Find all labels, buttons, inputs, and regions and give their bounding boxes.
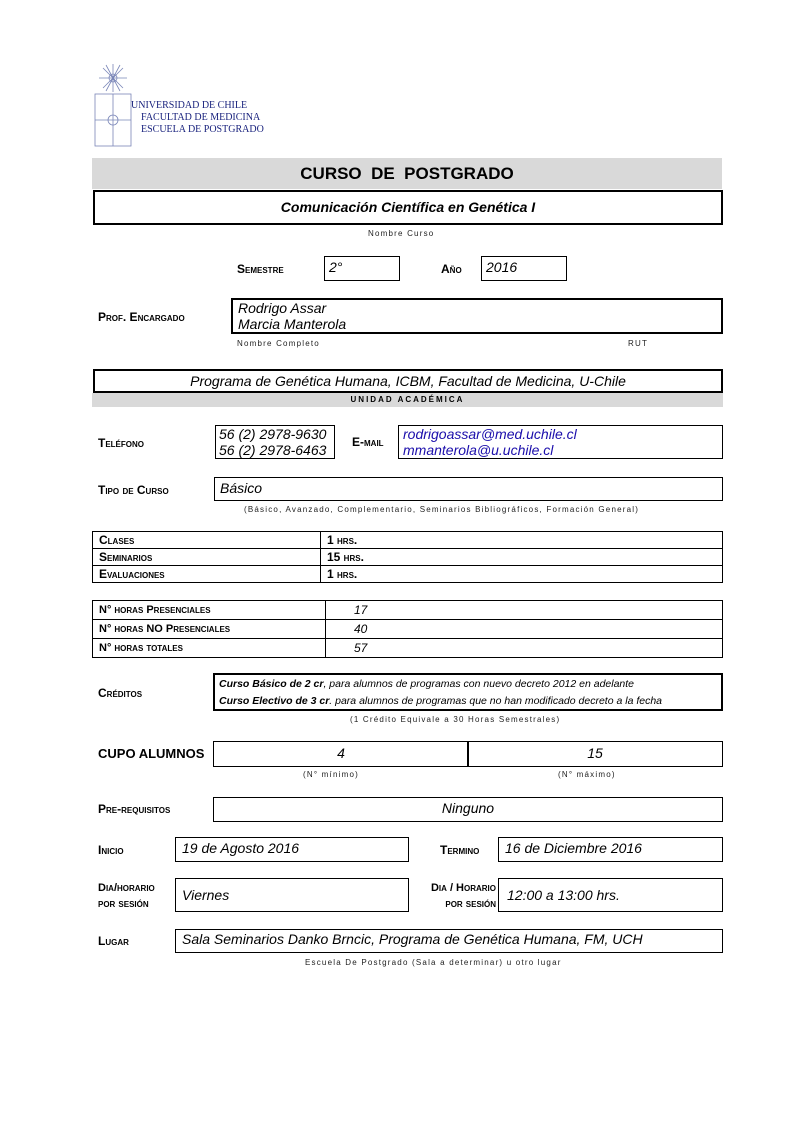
time-field[interactable]: 12:00 a 13:00 hrs. [498, 878, 723, 912]
totals-label: N° horas NO Presenciales [93, 620, 326, 639]
hours-value[interactable]: 15 hrs. [321, 549, 723, 566]
time-label-1: Dia / Horario [430, 882, 496, 894]
credits-elective-text: . para alumnos de programas que no han modificado decreto a la fecha [329, 695, 663, 707]
professor-name-1: Rodrigo Assar [238, 300, 327, 316]
year-field[interactable]: 2016 [481, 256, 567, 281]
course-name-hint: Nombre Curso [368, 229, 435, 238]
totals-value[interactable]: 57 [326, 639, 723, 658]
semester-label: Semestre [237, 262, 284, 276]
credits-basic-text: , para alumnos de programas con nuevo decreto 2012 en adelante [323, 678, 635, 690]
professor-name-hint: Nombre Completo [237, 339, 320, 348]
totals-value[interactable]: 40 [326, 620, 723, 639]
semester-field[interactable]: 2° [324, 256, 400, 281]
time-label-2: por sesión [445, 898, 496, 910]
rut-hint: RUT [628, 339, 649, 348]
day-label [98, 880, 155, 912]
professor-field[interactable] [231, 298, 723, 334]
quota-label: CUPO ALUMNOS [98, 746, 205, 761]
start-label: Inicio [98, 843, 124, 857]
quota-min-field[interactable]: 4 [213, 741, 469, 767]
day-field[interactable]: Viernes [175, 878, 409, 912]
academic-unit-label: UNIDAD ACADÉMICA [92, 393, 723, 407]
table-row [93, 566, 723, 583]
totals-label: N° horas totales [93, 639, 326, 658]
hours-label: Seminarios [93, 549, 321, 566]
day-label-1: Dia/horario [98, 882, 155, 894]
start-field[interactable]: 19 de Agosto 2016 [175, 837, 409, 862]
table-row [93, 639, 723, 658]
prereq-label: Pre-requisitos [98, 802, 171, 816]
professor-label: Prof. Encargado [98, 310, 185, 324]
professor-name-2: Marcia Manterola [238, 316, 347, 332]
day-label-2: por sesión [98, 898, 149, 910]
institution-line-3: ESCUELA DE POSTGRADO [141, 124, 264, 135]
time-label [414, 880, 496, 912]
table-row [93, 601, 723, 620]
totals-label: N° horas Presenciales [93, 601, 326, 620]
prereq-field[interactable]: Ninguno [213, 797, 723, 822]
end-label: Termino [440, 843, 480, 857]
credits-basic-bold: Curso Básico de 2 cr [219, 678, 324, 690]
quota-max-field[interactable]: 15 [467, 741, 723, 767]
email-link-2[interactable]: mmanterola@u.uchile.cl [403, 442, 554, 458]
hours-label: Clases [93, 532, 321, 549]
email-field[interactable] [398, 425, 723, 459]
course-type-label: Tipo de Curso [98, 483, 169, 497]
quota-min-hint: (N° mínimo) [303, 770, 359, 779]
email-label: E-mail [352, 435, 384, 449]
table-row [93, 549, 723, 566]
phone-field[interactable] [215, 425, 335, 459]
end-field[interactable]: 16 de Diciembre 2016 [498, 837, 723, 862]
page-title: CURSO DE POSTGRADO [92, 158, 722, 189]
institution-line-1: UNIVERSIDAD DE CHILE [131, 100, 248, 111]
table-row [93, 532, 723, 549]
hours-totals-table [92, 600, 723, 658]
quota-max-hint: (N° máximo) [558, 770, 616, 779]
phone-1: 56 (2) 2978-9630 [219, 426, 327, 442]
place-hint: Escuela De Postgrado (Sala a determinar) u otro lugar [305, 958, 562, 967]
hours-value[interactable]: 1 hrs. [321, 532, 723, 549]
hours-value[interactable]: 1 hrs. [321, 566, 723, 583]
course-type-hint: (Básico, Avanzado, Complementario, Seminarios Bibliográficos, Formación General) [244, 505, 640, 514]
course-name-field[interactable]: Comunicación Científica en Genética I [93, 190, 723, 225]
hours-label: Evaluaciones [93, 566, 321, 583]
academic-unit-field[interactable]: Programa de Genética Humana, ICBM, Facultad de Medicina, U-Chile [93, 369, 723, 393]
credits-hint: (1 Crédito Equivale a 30 Horas Semestrales) [350, 715, 561, 724]
hours-table [92, 531, 723, 583]
year-label: Año [441, 262, 462, 276]
place-label: Lugar [98, 934, 129, 948]
totals-value[interactable]: 17 [326, 601, 723, 620]
course-type-field[interactable]: Básico [214, 477, 723, 501]
email-link-1[interactable]: rodrigoassar@med.uchile.cl [403, 426, 577, 442]
phone-2: 56 (2) 2978-6463 [219, 442, 327, 458]
table-row [93, 620, 723, 639]
phone-label: Teléfono [98, 436, 144, 450]
institution-line-2: FACULTAD DE MEDICINA [141, 112, 261, 123]
credits-label: Créditos [98, 686, 143, 700]
credits-elective-bold: Curso Electivo de 3 cr [219, 695, 330, 707]
credits-field[interactable] [213, 673, 723, 711]
place-field[interactable]: Sala Seminarios Danko Brncic, Programa de Genética Humana, FM, UCH [175, 929, 723, 953]
university-logo [92, 64, 134, 150]
